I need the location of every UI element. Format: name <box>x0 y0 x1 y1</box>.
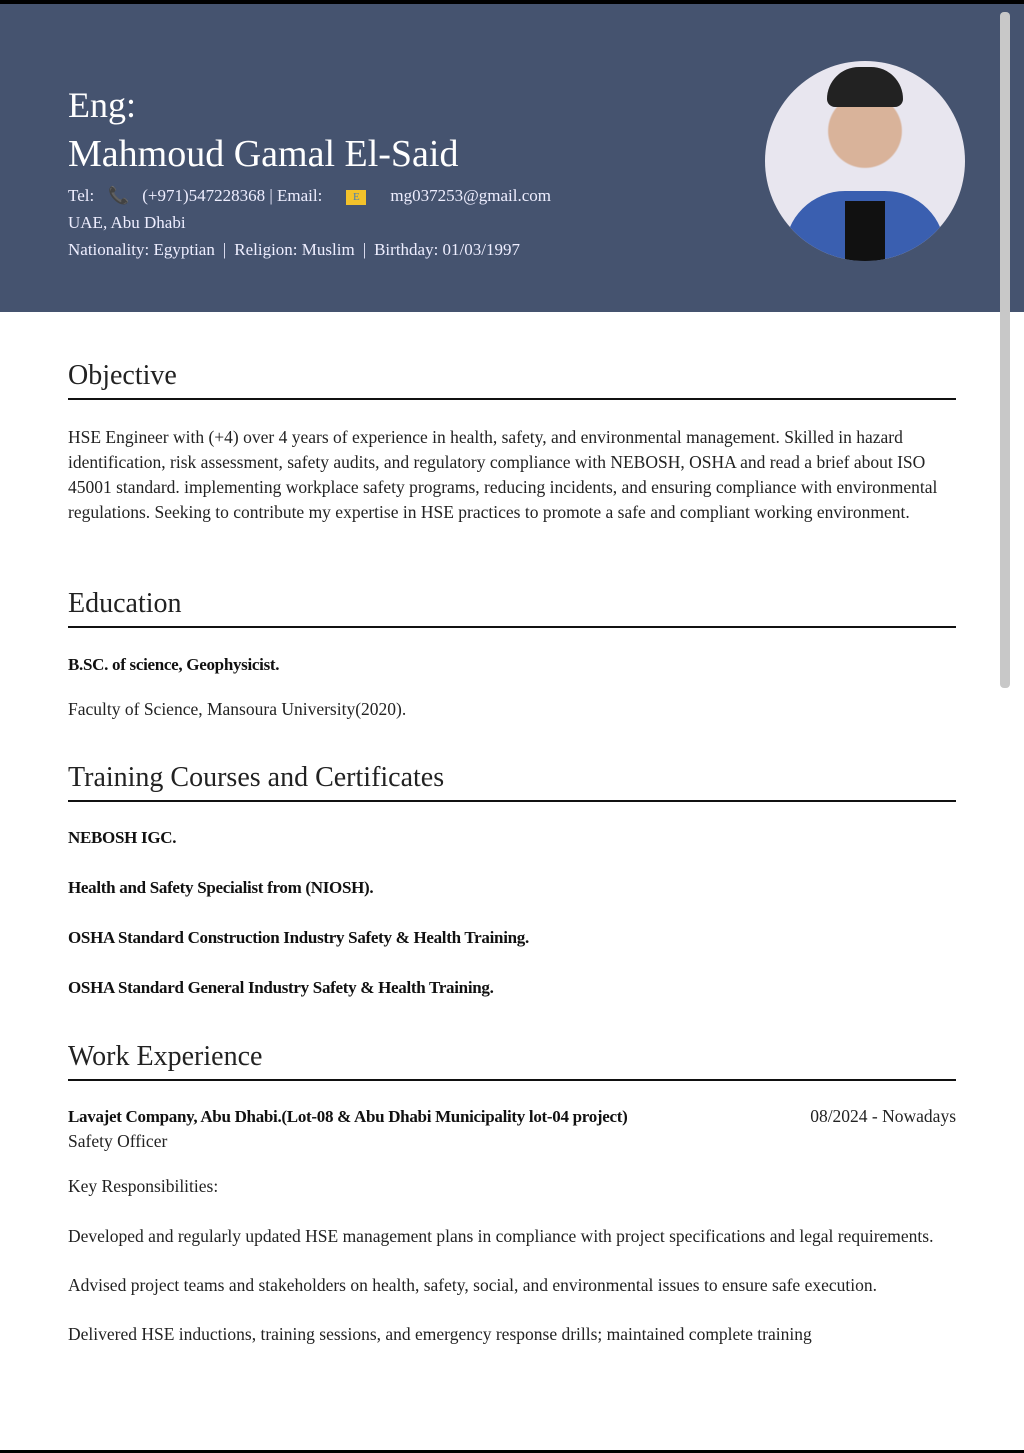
scrollbar[interactable] <box>1000 12 1010 688</box>
religion: Religion: Muslim <box>234 240 355 259</box>
key-responsibilities-label: Key Responsibilities: <box>68 1176 219 1196</box>
training-heading: Training Courses and Certificates <box>68 762 956 802</box>
tel-label: Tel: <box>68 186 95 205</box>
work-dates: 08/2024 - Nowadays <box>810 1106 956 1126</box>
email-icon: E <box>346 190 366 205</box>
email-label: | Email: <box>269 186 323 205</box>
education-section <box>68 588 956 722</box>
school: Faculty of Science, Mansoura University(2020). <box>68 699 407 719</box>
training-item: OSHA Standard General Industry Safety & Health Training. <box>68 978 494 997</box>
resume-header <box>0 4 1024 312</box>
phone: (+971)547228368 <box>142 186 266 205</box>
education-heading: Education <box>68 588 956 628</box>
nationality: Nationality: Egyptian <box>68 240 215 259</box>
responsibility-item: Developed and regularly updated HSE management plans in compliance with project specifications and legal requirements. <box>68 1226 934 1246</box>
objective-heading: Objective <box>68 360 956 400</box>
phone-icon: 📞 <box>108 186 130 205</box>
training-item: NEBOSH IGC. <box>68 828 177 847</box>
degree: B.SC. of science, Geophysicist. <box>68 655 280 674</box>
objective-section <box>68 360 956 525</box>
title-prefix: Eng: <box>68 85 136 125</box>
role: Safety Officer <box>68 1131 168 1151</box>
birthday: Birthday: 01/03/1997 <box>374 240 521 259</box>
profile-photo <box>765 61 965 261</box>
training-item: OSHA Standard Construction Industry Safety & Health Training. <box>68 928 529 947</box>
work-section <box>68 1041 956 1347</box>
objective-text: HSE Engineer with (+4) over 4 years of experience in health, safety, and environmental management. Skilled in hazard identification, risk assessment, safety audits, and regulatory compliance with NEBOSH, OSHA and read a brief about ISO 45001 standard. implementing workplace safety programs, reducing incidents, and ensuring compliance with environmental regulations. Seeking to contribute my expertise in HSE practices to promote a safe and compliant working environment. <box>68 427 938 522</box>
responsibility-item: Advised project teams and stakeholders on health, safety, social, and environmental issues to ensure safe execution. <box>68 1275 877 1295</box>
contact-info: Tel: 📞 (+971)547228368 | Email: E mg037253@gmail.com UAE, Abu Dhabi Nationality: Egyptian | Religion: Muslim | Birthday: 01/03/1997 <box>68 182 551 263</box>
location: UAE, Abu Dhabi <box>68 213 186 232</box>
work-heading: Work Experience <box>68 1041 956 1081</box>
training-item: Health and Safety Specialist from (NIOSH). <box>68 878 374 897</box>
company: Lavajet Company, Abu Dhabi.(Lot-08 & Abu Dhabi Municipality lot-04 project) <box>68 1107 628 1126</box>
training-section <box>68 762 956 1000</box>
full-name: Mahmoud Gamal El-Said <box>68 133 459 175</box>
email[interactable]: mg037253@gmail.com <box>390 186 551 205</box>
responsibility-item: Delivered HSE inductions, training sessions, and emergency response drills; maintained complete training <box>68 1324 812 1344</box>
